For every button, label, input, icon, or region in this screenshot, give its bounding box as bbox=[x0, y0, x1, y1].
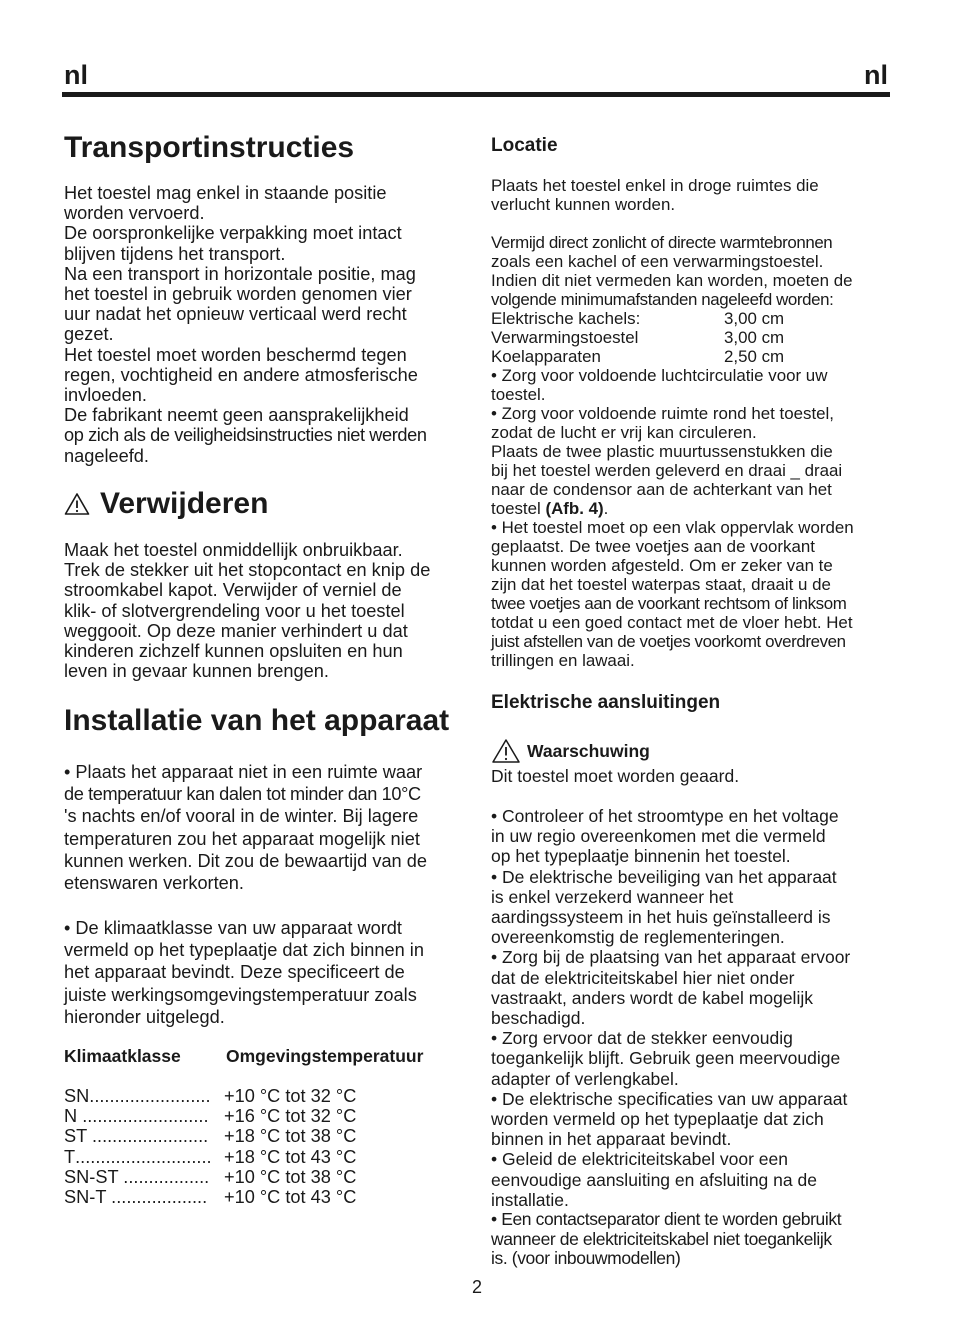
text-line: zoals een kachel of een verwarmingstoestel. bbox=[491, 252, 824, 271]
text-line: volgende minimumafstanden nageleefd worden: bbox=[491, 290, 834, 309]
distance-label: Elektrische kachels: bbox=[491, 309, 641, 328]
climate-class-header: Klimaatklasse bbox=[64, 1046, 181, 1066]
leader-dots: ........................... bbox=[75, 1146, 212, 1167]
temperature-range: +18 °C tot 38 °C bbox=[224, 1126, 357, 1147]
text-line: in uw regio overeenkomen met die vermeld bbox=[491, 826, 826, 847]
text-line: Indien dit niet vermeden kan worden, moeten de bbox=[491, 271, 853, 290]
text-line: temperaturen zou het apparaat mogelijk niet bbox=[64, 828, 420, 849]
text-line: blijven tijdens het transport. bbox=[64, 243, 286, 264]
text-line: Het toestel mag enkel in staande positie bbox=[64, 183, 387, 203]
warning-icon bbox=[491, 738, 521, 764]
text-line: juist afstellen van de voetjes voorkomt overdreven bbox=[491, 632, 846, 651]
temperature-range: +10 °C tot 32 °C bbox=[224, 1086, 357, 1106]
leader-dots: ....................... bbox=[91, 1126, 209, 1147]
climate-class-list bbox=[64, 1086, 356, 1207]
text-line: • Zorg bij de plaatsing van het apparaat ervoor bbox=[491, 947, 851, 968]
leader-dots: ................. bbox=[123, 1166, 210, 1187]
electrical-title: Elektrische aansluitingen bbox=[491, 692, 721, 713]
location-afb-line: toestel (Afb. 4). bbox=[491, 499, 609, 518]
distance-value: 2,50 cm bbox=[724, 347, 785, 366]
text-line: stroomkabel kapot. Verwijder of verniel de bbox=[64, 580, 402, 601]
text-line: vermeld op het typeplaatje dat zich binnen in bbox=[64, 940, 424, 961]
text-line: bij het toestel werden geleverd en draai _ draai bbox=[491, 461, 843, 480]
text-line: eenvoudige aansluiting en afsluiting na de bbox=[491, 1169, 817, 1190]
text-line: wanneer de elektriciteitskabel niet toegankelijk bbox=[491, 1228, 832, 1249]
warning-icon bbox=[64, 492, 90, 516]
climate-class-row bbox=[64, 1147, 356, 1167]
text-line: totdat u een goed contact met de vloer hebt. Het bbox=[491, 613, 853, 632]
temperature-range: +10 °C tot 43 °C bbox=[224, 1187, 357, 1208]
text-line: leven in gevaar kunnen brengen. bbox=[64, 661, 329, 682]
text-line: Maak het toestel onmiddellijk onbruikbaar. bbox=[64, 540, 403, 560]
text-line: hieronder uitgelegd. bbox=[64, 1006, 225, 1027]
text-line: zodat de lucht er vrij kan circuleren. bbox=[491, 423, 757, 442]
temperature-range: +18 °C tot 43 °C bbox=[224, 1146, 357, 1167]
text-line: verlucht kunnen worden. bbox=[491, 195, 676, 214]
distance-label: Verwarmingstoestel bbox=[491, 328, 639, 347]
text-line: geplaatst. De twee voetjes aan de voorkant bbox=[491, 537, 815, 556]
climate-class-row bbox=[64, 1126, 356, 1146]
warning-heading bbox=[491, 738, 650, 764]
leader-dots: ................... bbox=[111, 1187, 208, 1208]
climate-table-header bbox=[64, 1046, 423, 1067]
location-text-c bbox=[491, 518, 854, 670]
distance-label: Koelapparaten bbox=[491, 347, 601, 366]
distance-value: 3,00 cm bbox=[724, 309, 785, 328]
text-line: Plaats het toestel enkel in droge ruimtes die bbox=[491, 176, 819, 195]
text-line: overeenkomstig de reglementeringen. bbox=[491, 927, 785, 948]
climate-class: SN-T bbox=[64, 1187, 112, 1208]
text-line: dat de elektriciteitskabel hier niet onder bbox=[491, 967, 795, 988]
text-line: 's nachts en/of vooral in de winter. Bij lagere bbox=[64, 806, 419, 827]
distance-row bbox=[491, 309, 784, 328]
text-line: naar de condensor aan de achterkant van het bbox=[491, 480, 832, 499]
text-line: • Zorg voor voldoende luchtcirculatie voor uw bbox=[491, 366, 828, 385]
location-intro bbox=[491, 176, 819, 214]
text-line: Het toestel moet worden beschermd tegen bbox=[64, 344, 407, 365]
text-line: op zich als de veiligheidsinstructies niet werden bbox=[64, 425, 427, 446]
climate-class: SN-ST bbox=[64, 1166, 124, 1187]
text-line: nageleefd. bbox=[64, 445, 149, 466]
text-line: binnen in het apparaat bevindt. bbox=[491, 1129, 732, 1150]
warning-label: Waarschuwing bbox=[527, 740, 650, 761]
text-line: invloeden. bbox=[64, 385, 147, 406]
transport-text bbox=[64, 183, 427, 466]
text-line: • Zorg voor voldoende ruimte rond het toestel, bbox=[491, 404, 834, 423]
text-line: Vermijd direct zonlicht of directe warmtebronnen bbox=[491, 233, 833, 252]
climate-class: SN bbox=[64, 1086, 90, 1106]
text-line: toegankelijk blijft. Gebruik geen meervoudige bbox=[491, 1048, 841, 1069]
ambient-temp-header: Omgevingstemperatuur bbox=[226, 1046, 424, 1066]
text-line: aardingssysteem in het huis geïnstalleerd is bbox=[491, 907, 831, 928]
text-line: • Geleid de elektriciteitskabel voor een bbox=[491, 1149, 788, 1170]
installation-paragraph-1 bbox=[64, 761, 427, 894]
text-line: • Plaats het apparaat niet in een ruimte waar bbox=[64, 762, 423, 782]
climate-class: T bbox=[64, 1146, 76, 1167]
text-line: vastraakt, anders wordt de kabel mogelijk bbox=[491, 987, 813, 1008]
climate-class-row bbox=[64, 1167, 356, 1187]
distance-row bbox=[491, 347, 784, 366]
leader-dots: ........................ bbox=[89, 1086, 211, 1106]
climate-class: N bbox=[64, 1106, 83, 1127]
distance-row bbox=[491, 328, 784, 347]
installation-title: Installatie van het apparaat bbox=[64, 704, 450, 737]
text-line: • Een contactseparator dient te worden gebruikt bbox=[491, 1209, 842, 1229]
climate-class-row bbox=[64, 1187, 356, 1207]
header-language-left: nl bbox=[64, 60, 88, 90]
text-line: • De elektrische beveiliging van het apparaat bbox=[491, 866, 837, 887]
header-rule bbox=[62, 92, 890, 97]
text-line: Na een transport in horizontale positie, mag bbox=[64, 263, 416, 284]
electrical-text-tight bbox=[491, 1210, 841, 1269]
warning-text: Dit toestel moet worden geaard. bbox=[491, 766, 740, 786]
temperature-range: +16 °C tot 32 °C bbox=[224, 1106, 357, 1127]
distance-value: 3,00 cm bbox=[724, 328, 785, 347]
transport-title: Transportinstructies bbox=[64, 131, 355, 164]
installation-paragraph-2 bbox=[64, 917, 424, 1028]
page-number: 2 bbox=[471, 1277, 482, 1297]
text-line: • De klimaatklasse van uw apparaat wordt bbox=[64, 918, 402, 938]
location-text-a bbox=[491, 233, 853, 309]
text-line: twee voetjes aan de voorkant rechtsom of linksom bbox=[491, 594, 847, 613]
removal-text bbox=[64, 540, 430, 681]
text-line: is enkel verzekerd wanneer het bbox=[491, 886, 734, 907]
text-line: het apparaat bevindt. Deze specificeert de bbox=[64, 962, 405, 983]
location-text-b bbox=[491, 366, 842, 499]
text-line: installatie. bbox=[491, 1189, 569, 1210]
text-line: beschadigd. bbox=[491, 1008, 586, 1029]
text-line: juiste werkingsomgevingstemperatuur zoals bbox=[64, 984, 417, 1005]
climate-class-row bbox=[64, 1106, 356, 1126]
location-title: Locatie bbox=[491, 135, 558, 156]
text-line: op het typeplaatje binnenin het toestel. bbox=[491, 846, 791, 867]
electrical-text bbox=[491, 806, 850, 1210]
text-line: klik- of slotvergrendeling voor u het toestel bbox=[64, 600, 405, 621]
text-line: is. (voor inbouwmodellen) bbox=[491, 1248, 681, 1268]
text-line: het toestel in gebruik worden genomen vier bbox=[64, 284, 412, 305]
text-line: Plaats de twee plastic muurtussenstukken die bbox=[491, 442, 833, 461]
removal-heading bbox=[64, 486, 268, 522]
text-line: trillingen en lawaai. bbox=[491, 651, 635, 670]
text-line: • De elektrische specificaties van uw apparaat bbox=[491, 1088, 848, 1109]
text-line: De fabrikant neemt geen aansprakelijkheid bbox=[64, 405, 409, 426]
text-line: adapter of verlengkabel. bbox=[491, 1068, 679, 1089]
text-line: Trek de stekker uit het stopcontact en knip de bbox=[64, 560, 431, 581]
text-line: • Controleer of het stroomtype en het voltage bbox=[491, 806, 839, 826]
text-line: toestel. bbox=[491, 385, 546, 404]
text-line: worden vervoerd. bbox=[64, 203, 205, 224]
text-line: uur nadat het opnieuw verticaal werd recht bbox=[64, 304, 407, 325]
text-line: kunnen werken. Dit zou de bewaartijd van de bbox=[64, 850, 427, 871]
text-line: De oorspronkelijke verpakking moet intact bbox=[64, 223, 402, 244]
text-line: • Het toestel moet op een vlak oppervlak worden bbox=[491, 518, 854, 537]
text-line: kunnen worden afgesteld. Om er zeker van te bbox=[491, 556, 833, 575]
removal-title: Verwijderen bbox=[100, 487, 269, 520]
text-line: zijn dat het toestel waterpas staat, draait u de bbox=[491, 575, 831, 594]
climate-class-row bbox=[64, 1086, 356, 1106]
text-line: gezet. bbox=[64, 324, 114, 345]
leader-dots: ......................... bbox=[82, 1106, 209, 1127]
text-line: • Zorg ervoor dat de stekker eenvoudig bbox=[491, 1028, 793, 1049]
text-line: de temperatuur kan dalen tot minder dan 10°C bbox=[64, 784, 421, 805]
text-line: weggooit. Op deze manier verhindert u dat bbox=[64, 620, 408, 641]
header-language-right: nl bbox=[864, 60, 888, 90]
text-line: worden vermeld op het typeplaatje dat zich bbox=[491, 1109, 824, 1130]
text-line: etenswaren verkorten. bbox=[64, 873, 244, 894]
distance-list bbox=[491, 309, 784, 366]
climate-class: ST bbox=[64, 1126, 92, 1147]
temperature-range: +10 °C tot 38 °C bbox=[224, 1166, 357, 1187]
text-line: kinderen zichzelf kunnen opsluiten en hun bbox=[64, 641, 403, 662]
figure-reference: (Afb. 4) bbox=[545, 499, 604, 518]
text-line: regen, vochtigheid en andere atmosferische bbox=[64, 364, 418, 385]
